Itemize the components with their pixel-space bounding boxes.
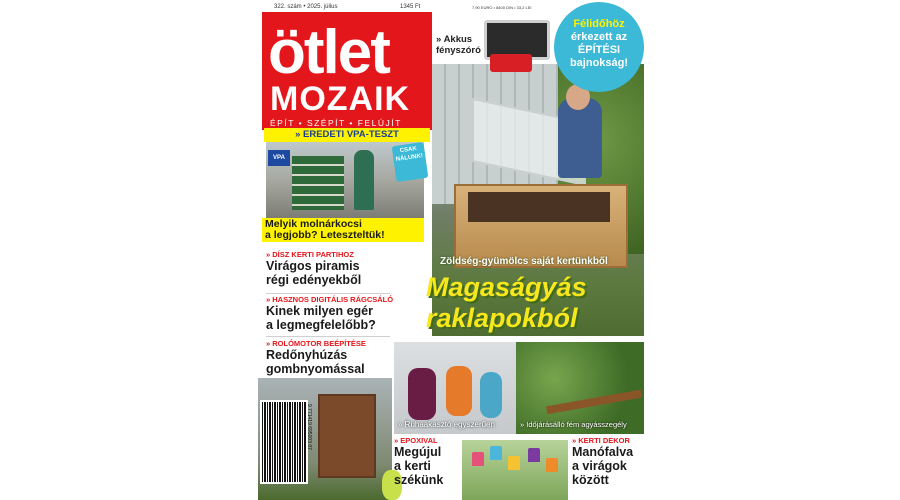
hook-decor (408, 368, 436, 420)
divider (266, 336, 390, 337)
teaser-garden-line2: a virágok (572, 459, 627, 473)
teaser-shutter-kicker: » ROLÓMOTOR BEÉPÍTÉSE (266, 339, 366, 348)
headline-strap: Zöldség-gyümölcs saját kertünkből (440, 256, 608, 267)
exclusive-badge: CSAK NÁLUNK! (392, 142, 429, 182)
man-figure (558, 98, 602, 178)
vpa-question-line2: a legjobb? Leteszteltük! (265, 229, 385, 241)
foreign-prices: 7,90 EURO • 8400 DIN • 33,2 LEI (472, 5, 532, 10)
teaser-mouse-title2: a legmegfelelőbb? (266, 318, 376, 332)
teaser-party (266, 250, 390, 287)
caption-hooks: » Ruhaakasztó egyszerűen (398, 420, 495, 429)
hook-decor (480, 372, 502, 418)
lamp-label-line2: fényszóró (436, 45, 481, 56)
birdhouse-decor (472, 452, 484, 466)
vpa-question (262, 218, 424, 242)
promo-circle-line2: érkezett az (570, 31, 628, 43)
teaser-party-kicker: » DÍSZ KERTI PARTIHOZ (266, 250, 354, 259)
logo-otlet: ötlet (268, 18, 389, 87)
logo-block (262, 12, 432, 130)
promo-circle-line4: bajnokság! (569, 57, 629, 69)
teaser-epoxy-line3: székünk (394, 473, 444, 487)
teaser-garden-kicker: » KERTI DEKOR (572, 436, 630, 445)
teaser-shutter (266, 339, 390, 376)
teaser-garden-line1: Manófalva (572, 445, 634, 459)
teaser-party-title2: régi edényekből (266, 273, 362, 287)
teaser-epoxy-kicker: » EPOXIVAL (394, 436, 438, 445)
birdhouse-decor (546, 458, 558, 472)
garden-chair (318, 394, 376, 478)
teaser-garden-decor (572, 436, 642, 487)
promo-circle-line1: Félidőhöz (573, 18, 625, 30)
vpa-question-line1: Melyik molnárkocsi (265, 218, 362, 230)
teaser-garden-line3: között (572, 473, 609, 487)
logo-tagline: ÉPÍT • SZÉPÍT • FELÚJÍT (270, 118, 402, 128)
teaser-mouse-kicker: » HASZNOS DIGITÁLIS RÁGCSÁLÓ (266, 295, 394, 304)
battery-icon (490, 54, 532, 72)
logo-mozaik: MOZAIK (270, 80, 411, 118)
headline-line2: raklapokból (426, 303, 578, 333)
magazine-cover (258, 0, 644, 500)
lamp-promo-label (436, 34, 481, 56)
issue-info: 322. szám • 2025. július (274, 4, 338, 10)
vpa-worker (354, 150, 374, 210)
vpa-logo: VPA (268, 150, 290, 166)
caption-edging: » Időjárásálló fém agyásszegély (520, 420, 627, 429)
vpa-bags (292, 156, 344, 210)
teaser-shutter-title2: gombnyomással (266, 362, 365, 376)
lamp-label-line1: » Akkus (436, 34, 473, 45)
divider (266, 293, 390, 294)
teaser-party-title1: Virágos piramis (266, 259, 360, 273)
hook-decor (446, 366, 472, 416)
cover-price: 1345 Ft (400, 4, 421, 10)
teaser-epoxy-line2: a kerti (394, 459, 431, 473)
teaser-epoxy (394, 436, 462, 487)
barcode (260, 400, 308, 484)
main-headline (426, 272, 644, 334)
promo-circle-line3: ÉPÍTÉSI (577, 44, 621, 56)
headline-line1: Magaságyás (426, 272, 587, 302)
teaser-mouse-title1: Kinek milyen egér (266, 304, 373, 318)
vpa-test-header: » EREDETI VPA-TESZT (264, 128, 430, 142)
birdhouse-decor (490, 446, 502, 460)
birdhouse-decor (508, 456, 520, 470)
raised-bed-soil (468, 192, 610, 222)
teaser-epoxy-line1: Megújul (394, 445, 442, 459)
teaser-mouse (266, 295, 396, 332)
birdhouse-decor (528, 448, 540, 462)
barcode-number: 9 771419 695003 07 (306, 404, 312, 450)
teaser-shutter-title1: Redőnyhúzás (266, 348, 348, 362)
